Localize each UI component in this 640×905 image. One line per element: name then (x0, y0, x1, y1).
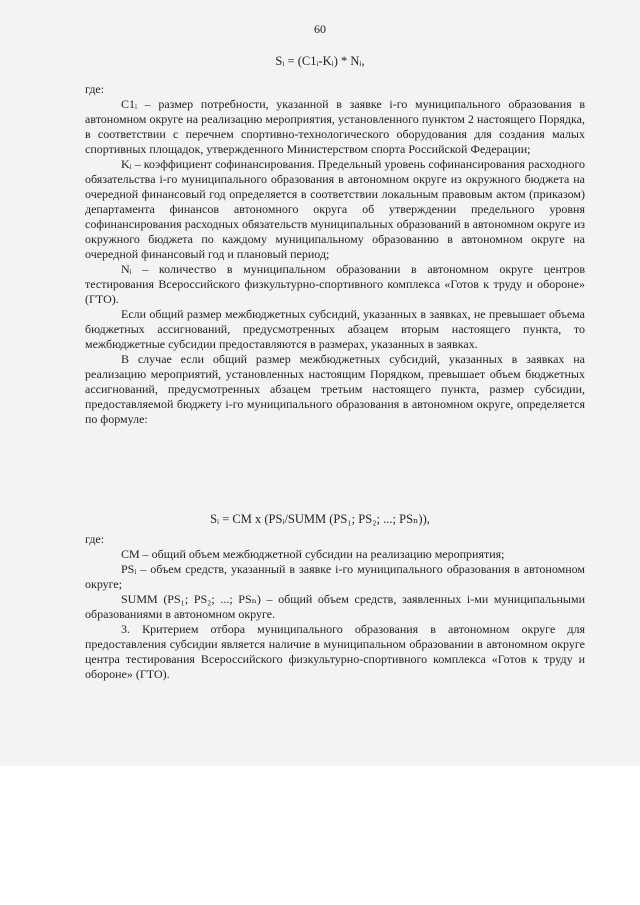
where-label-2: где: (85, 532, 105, 546)
paragraph-if-not-exceeding: Если общий размер межбюджетных субсидий, указанных в заявках, не превышает объема бюджетных ассигнований, предусмотренных абзацем вторым настоящего пункта, то межбюджетные субсидии предоставляются в размерах, указанных в заявках. (85, 307, 585, 351)
definitions-block-2 (85, 532, 585, 682)
paragraph-summ-definition: SUMM (PS₁; PS₂; ...; PSₙ) – общий объем средств, заявленных i-ми муниципальными образованиями в автономном округе. (85, 592, 585, 621)
paragraph-c1-definition: C1ᵢ – размер потребности, указанной в заявке i-го муниципального образования в автономном округе на реализацию мероприятия, установленного пунктом 2 настоящего Порядка, в соответствии с перечнем спортивно-технологического оборудования для создания малых спортивных площадок, утвержденного Министерством спорта Российской Федерации; (85, 97, 585, 156)
paragraph-n-definition: Nᵢ – количество в муниципальном образовании в автономном округе центров тестирования Всероссийского физкультурно-спортивного комплекса «Готов к труду и обороне» (ГТО). (85, 262, 585, 306)
definitions-block-1 (85, 82, 585, 427)
page-number: 60 (314, 22, 326, 36)
paragraph-if-exceeding: В случае если общий размер межбюджетных субсидий, указанных в заявках на реализацию мероприятий, установленных настоящим Порядком, превышает объем бюджетных ассигнований, предусмотренных абзацем третьим настоящего пункта, размер субсидии, предоставляемой бюджету i-го муниципального образования в автономном округе, определяется по формуле: (85, 352, 585, 426)
paragraph-ps-definition: PSᵢ – объем средств, указанный в заявке i-го муниципального образования в автономном округе; (85, 562, 585, 591)
formula-s-i: Sᵢ = (C1ᵢ-Kᵢ) * Nᵢ, (275, 54, 365, 68)
where-label: где: (85, 82, 105, 96)
paragraph-criterion-3: 3. Критерием отбора муниципального образования в автономном округе для предоставления субсидии является наличие в муниципальном образовании в автономном округе центра тестирования Всероссийского физкультурно-спортивного комплекса «Готов к труду и обороне» (ГТО). (85, 622, 585, 681)
paragraph-k-definition: Kᵢ – коэффициент софинансирования. Предельный уровень софинансирования расходного обязательства i-го муниципального образования в автономном округе из окружного бюджета на очередной финансовый год определяется в соответствии локальным правовым актом (приказом) департамента финансов автономного округа об утверждении предельного уровня софинансирования расходных обязательств муниципальных образований в автономном округе из окружного бюджета по каждому муниципальному образованию в автономном округе на очередной финансовый год и плановый период; (85, 157, 585, 261)
formula-s-i-proportional: Sᵢ = CM x (PSᵢ/SUMM (PS₁; PS₂; ...; PSₙ)), (210, 512, 430, 526)
paragraph-cm-definition: CM – общий объем межбюджетной субсидии на реализацию мероприятия; (121, 547, 505, 561)
